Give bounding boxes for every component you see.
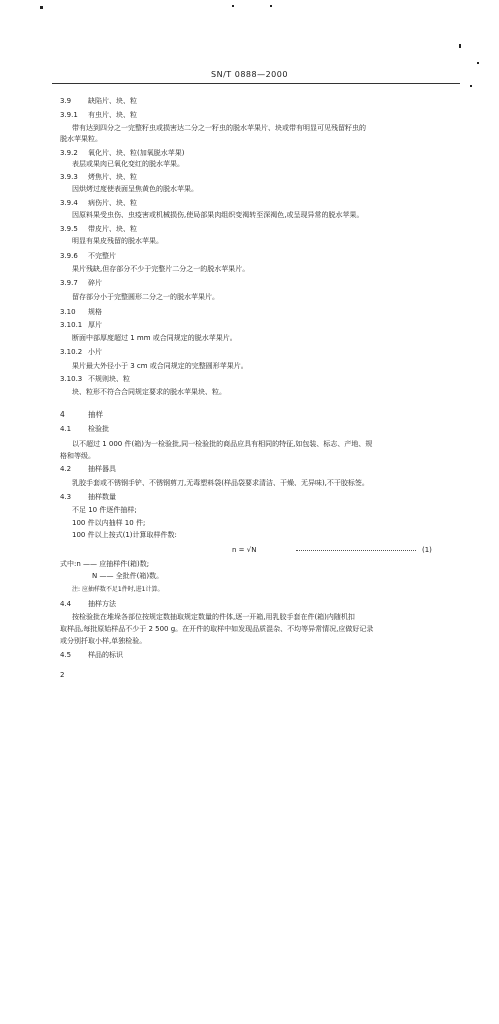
section-3-9-3 <box>60 173 137 182</box>
paragraph-line: 或分别扦取小样,单独检验。 <box>60 637 147 645</box>
section-number: 4.1 <box>60 425 72 433</box>
scan-speck <box>270 5 272 7</box>
section-title: 厚片 <box>88 321 102 329</box>
section-number: 3.9.4 <box>60 199 78 207</box>
section-3-10-3 <box>60 375 130 384</box>
paragraph-line: 表层或果肉已氧化变红的脱水苹果。 <box>72 160 184 168</box>
section-title: 检验批 <box>88 425 109 433</box>
section-number: 4.4 <box>60 600 72 608</box>
paragraph-line: 带有达到四分之一完整籽虫或损害达二分之一籽虫的脱水苹果片、块或带有明显可见残留籽虫的 <box>72 124 366 132</box>
section-3-10-1 <box>60 321 102 330</box>
paragraph-line: 留存部分小于完整圆形二分之一的脱水苹果片。 <box>72 293 219 301</box>
section-number: 4.2 <box>60 465 72 473</box>
scan-speck <box>40 6 43 9</box>
section-number: 3.9.2 <box>60 149 78 157</box>
section-number: 3.10.1 <box>60 321 83 329</box>
paragraph-line: 按检验批在堆垛各部位按规定数抽取规定数量的件体,逐一开箱,用乳胶手套在件(箱)内随机扣 <box>72 613 355 621</box>
section-3-9-5 <box>60 225 137 234</box>
section-title: 有虫片、块、粒 <box>88 111 137 119</box>
section-number: 3.9.1 <box>60 111 78 119</box>
section-3-9 <box>60 97 137 106</box>
paragraph-line: 果片残缺,但存部分不少于完整片二分之一的脱水苹果片。 <box>72 265 250 273</box>
paragraph-line: 果片最大外径小于 3 cm 或合同规定的完整圆形苹果片。 <box>72 362 248 370</box>
section-number: 3.10.2 <box>60 348 83 356</box>
paragraph-line: 以不超过 1 000 件(箱)为一检验批,同一检验批的商品应具有相同的特征,如包装、标志、产地、规 <box>72 440 373 448</box>
header-rule <box>52 83 460 84</box>
paragraph-line: 取样品,每批原始样品不少于 2 500 g。在开件的取样中如发现品质混杂、不均等异常情况,应做好记录 <box>60 625 374 633</box>
section-4-4 <box>60 600 116 609</box>
paragraph-line: 因原料果受虫伤、虫疫害或机械损伤,使局部果肉组织变褐转至深褐色,或呈现异常的脱水苹果。 <box>72 211 364 219</box>
section-title: 氧化片、块、粒(加氧脱水苹果) <box>88 149 185 157</box>
scan-speck <box>232 5 234 7</box>
section-3-9-6 <box>60 252 116 261</box>
section-3-9-2 <box>60 149 184 158</box>
paragraph-line: 脱水苹果粒。 <box>60 135 102 143</box>
section-4-3 <box>60 493 116 502</box>
section-4-5 <box>60 651 123 660</box>
section-3-9-4 <box>60 199 137 208</box>
section-title: 碎片 <box>88 279 102 287</box>
formula-leader-dots <box>296 550 416 551</box>
section-3-10-2 <box>60 348 102 357</box>
section-title: 规格 <box>88 308 102 316</box>
paragraph-line: 乳胶手套或不锈钢手铲、不锈钢剪刀,无毒塑料袋(样品袋要求清洁、干燥、无异味),不干胶标签。 <box>72 479 369 487</box>
scan-speck <box>477 62 479 64</box>
section-number: 3.9 <box>60 97 72 105</box>
section-title: 抽样方法 <box>88 600 116 608</box>
section-title: 不规则块、粒 <box>88 375 130 383</box>
section-3-9-7 <box>60 279 102 288</box>
formula-sample-size: n = √N <box>232 546 257 554</box>
page-header-standard: SN/T 0888—2000 <box>211 70 288 79</box>
paragraph-line: 块、粒形不符合合同规定要求的脱水苹果块、粒。 <box>72 388 226 396</box>
section-number: 3.9.5 <box>60 225 78 233</box>
section-number: 4.3 <box>60 493 72 501</box>
scan-speck <box>459 44 461 48</box>
page-number: 2 <box>60 671 65 679</box>
section-title: 缺陷片、块、粒 <box>88 97 137 105</box>
section-number: 3.10 <box>60 308 76 316</box>
section-number: 4.5 <box>60 651 72 659</box>
paragraph-line: 100 件以内抽样 10 件; <box>72 519 146 527</box>
paragraph-line: 因烘烤过度使表面呈焦黄色的脱水苹果。 <box>72 185 198 193</box>
paragraph-line: 明显有果皮残留的脱水苹果。 <box>72 237 163 245</box>
section-title: 不完整片 <box>88 252 116 260</box>
section-title: 小片 <box>88 348 102 356</box>
section-3-9-1 <box>60 111 137 120</box>
section-number: 3.9.6 <box>60 252 78 260</box>
section-title: 抽样数量 <box>88 493 116 501</box>
section-title: 样品的标识 <box>88 651 123 659</box>
section-number: 3.9.3 <box>60 173 78 181</box>
formula-where-line: 式中:n —— 应抽样件(箱)数; <box>60 560 150 568</box>
formula-where-line: N —— 全批件(箱)数。 <box>92 572 164 580</box>
paragraph-line: 断面中部厚度超过 1 mm 或合同规定的脱水苹果片。 <box>72 334 237 342</box>
section-3-10 <box>60 308 102 317</box>
section-number: 3.9.7 <box>60 279 78 287</box>
scan-speck <box>470 85 472 87</box>
section-4-2 <box>60 465 116 474</box>
section-title: 抽样 <box>88 410 103 419</box>
section-title: 抽样器具 <box>88 465 116 473</box>
section-title: 病伤片、块、粒 <box>88 199 137 207</box>
section-number: 4 <box>60 410 65 419</box>
paragraph-line: 100 件以上按式(1)计算取样件数: <box>72 531 177 539</box>
equation-label: (1) <box>422 546 432 554</box>
paragraph-line: 格和等级。 <box>60 452 95 460</box>
section-title: 带皮片、块、粒 <box>88 225 137 233</box>
section-number: 3.10.3 <box>60 375 83 383</box>
paragraph-line: 不足 10 件逐件抽样; <box>72 506 137 514</box>
section-title: 烤焦片、块、粒 <box>88 173 137 181</box>
note-line: 注: 应抽样数不足1件时,进1计算。 <box>72 586 164 593</box>
section-4 <box>60 410 103 419</box>
section-4-1 <box>60 425 109 434</box>
